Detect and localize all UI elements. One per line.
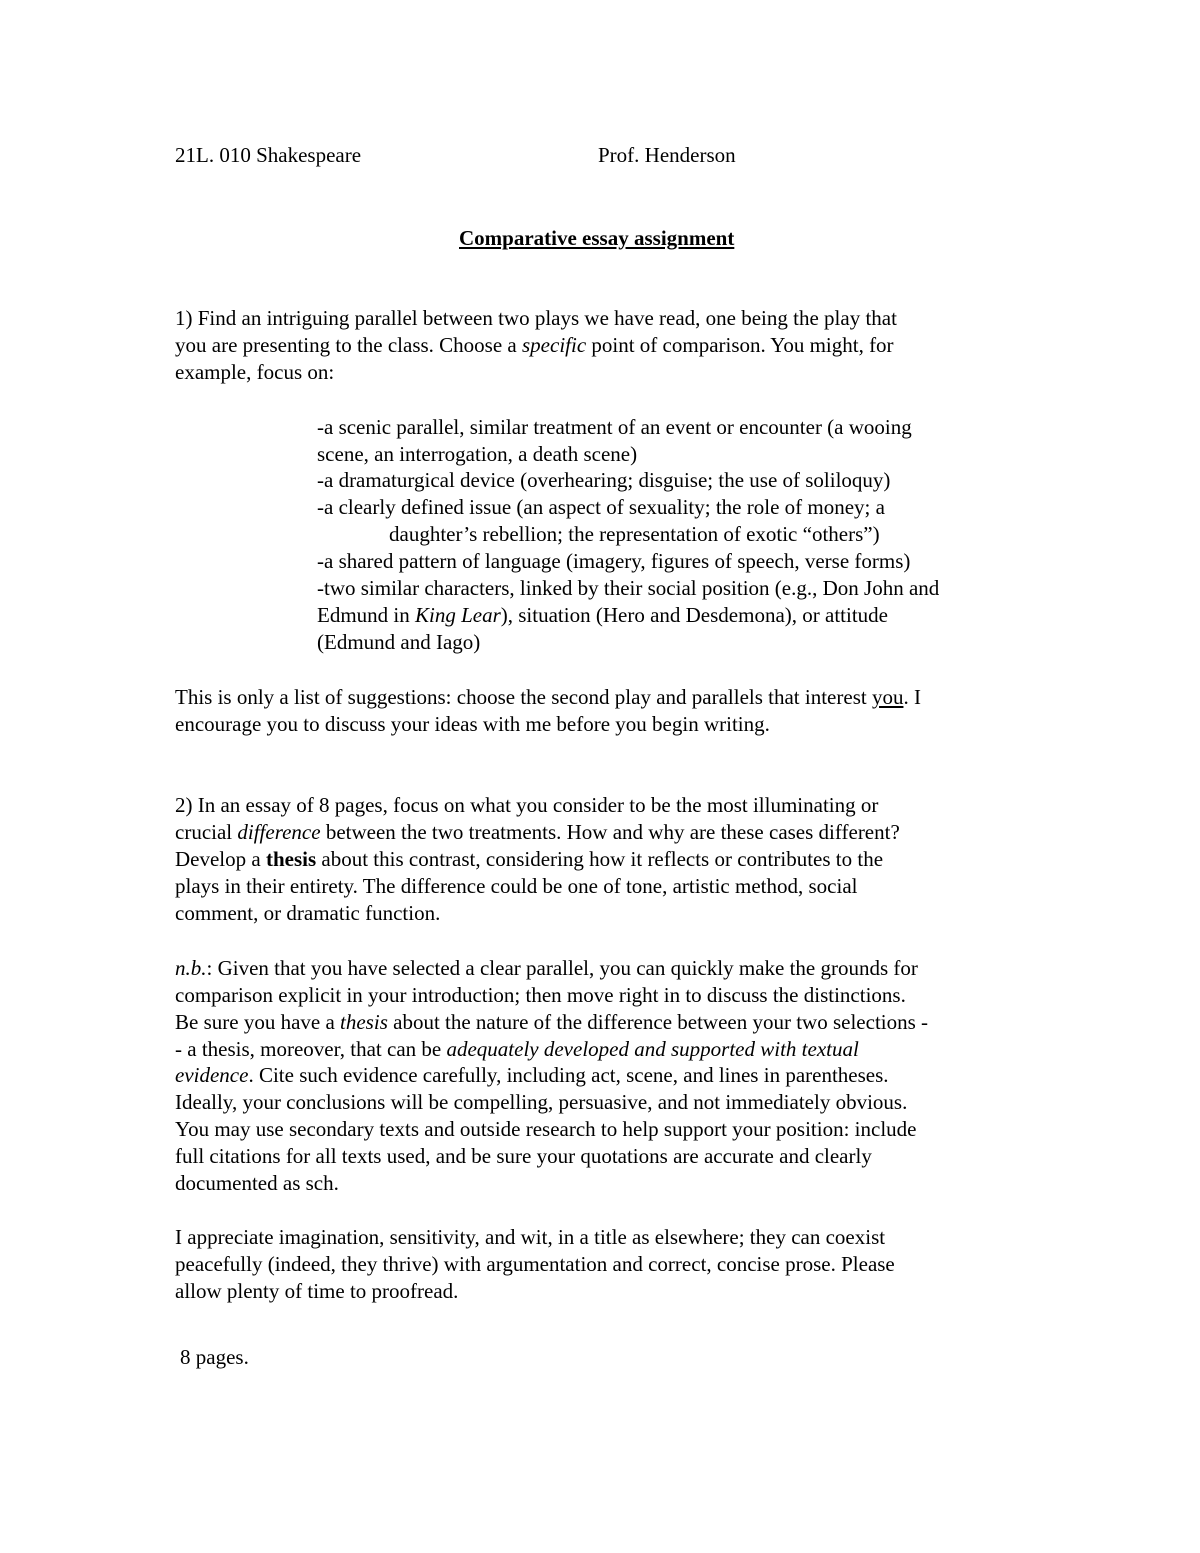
suggestion-item: scene, an interrogation, a death scene): [317, 442, 638, 466]
suggestion-item: -a dramaturgical device (overhearing; disguise; the use of soliloquy): [317, 468, 891, 492]
part2-line: 2) In an essay of 8 pages, focus on what you consider to be the most illuminating or: [175, 793, 879, 817]
nb-line: full citations for all texts used, and be sure your quotations are accurate and clearly: [175, 1144, 872, 1168]
part1-line: 1) Find an intriguing parallel between two plays we have read, one being the play that: [175, 306, 897, 330]
text-span: about this contrast, considering how it reflects or contributes to the: [316, 847, 884, 871]
professor-heading: Prof. Henderson: [598, 143, 736, 167]
text-span: - a thesis, moreover, that can be: [175, 1037, 447, 1061]
nb-line: documented as sch.: [175, 1171, 339, 1195]
suggestion-item: [317, 602, 888, 629]
text-span: This is only a list of suggestions: choose the second play and parallels that interest: [175, 685, 872, 709]
part2-line: [175, 846, 883, 873]
emphasis-text: specific: [522, 333, 587, 357]
suggestion-item: (Edmund and Iago): [317, 630, 481, 654]
page-title: Comparative essay assignment: [459, 226, 735, 250]
closing-line: peacefully (indeed, they thrive) with argumentation and correct, concise prose. Please: [175, 1252, 895, 1276]
emphasis-text: King Lear: [415, 603, 501, 627]
part2-line: plays in their entirety. The difference could be one of tone, artistic method, social: [175, 874, 858, 898]
closing-line: I appreciate imagination, sensitivity, and wit, in a title as elsewhere; they can coexist: [175, 1225, 886, 1249]
page-count: 8 pages.: [180, 1345, 249, 1369]
nb-line: [175, 955, 918, 982]
nb-line: [175, 1009, 928, 1036]
text-span: Be sure you have a: [175, 1010, 341, 1034]
nb-line: [175, 1062, 889, 1089]
emphasis-text: evidence: [175, 1063, 249, 1087]
emphasis-text: thesis: [340, 1010, 388, 1034]
nb-label: n.b.: [175, 956, 207, 980]
text-span: Develop a: [175, 847, 266, 871]
underlined-text: you: [871, 685, 904, 709]
suggestion-item: -a shared pattern of language (imagery, figures of speech, verse forms): [317, 549, 911, 573]
emphasis-text: adequately developed and supported with textual: [446, 1037, 859, 1061]
text-span: point of comparison. You might, for: [586, 333, 894, 357]
text-span: Edmund in: [317, 603, 415, 627]
suggestion-item: daughter’s rebellion; the representation of exotic “others”): [389, 522, 880, 546]
part1-line: [175, 332, 894, 359]
nb-line: You may use secondary texts and outside research to help support your position: include: [175, 1117, 917, 1141]
text-span: : Given that you have selected a clear parallel, you can quickly make the grounds for: [206, 956, 918, 980]
text-span: you are presenting to the class. Choose a: [175, 333, 522, 357]
nb-line: comparison explicit in your introduction; then move right in to discuss the distinctions.: [175, 983, 906, 1007]
nb-line: Ideally, your conclusions will be compelling, persuasive, and not immediately obvious.: [175, 1090, 908, 1114]
part2-line: [175, 819, 900, 846]
text-span: between the two treatments. How and why are these cases different?: [320, 820, 900, 844]
text-span: . Cite such evidence carefully, including act, scene, and lines in parentheses.: [248, 1063, 889, 1087]
text-span: ), situation (Hero and Desdemona), or attitude: [500, 603, 888, 627]
part2-line: comment, or dramatic function.: [175, 901, 441, 925]
emphasis-text: difference: [237, 820, 321, 844]
text-span: about the nature of the difference between your two selections -: [387, 1010, 929, 1034]
text-span: . I: [903, 685, 921, 709]
note-line: encourage you to discuss your ideas with me before you begin writing.: [175, 712, 770, 736]
nb-line: [175, 1036, 859, 1063]
closing-line: allow plenty of time to proofread.: [175, 1279, 459, 1303]
part1-line: example, focus on:: [175, 360, 335, 384]
suggestion-item: -a clearly defined issue (an aspect of sexuality; the role of money; a: [317, 495, 885, 519]
text-span: crucial: [175, 820, 238, 844]
note-line: [175, 684, 921, 711]
course-heading: 21L. 010 Shakespeare: [175, 143, 362, 167]
bold-text: thesis: [265, 847, 317, 871]
suggestion-item: -two similar characters, linked by their social position (e.g., Don John and: [317, 576, 940, 600]
suggestion-item: -a scenic parallel, similar treatment of an event or encounter (a wooing: [317, 415, 912, 439]
